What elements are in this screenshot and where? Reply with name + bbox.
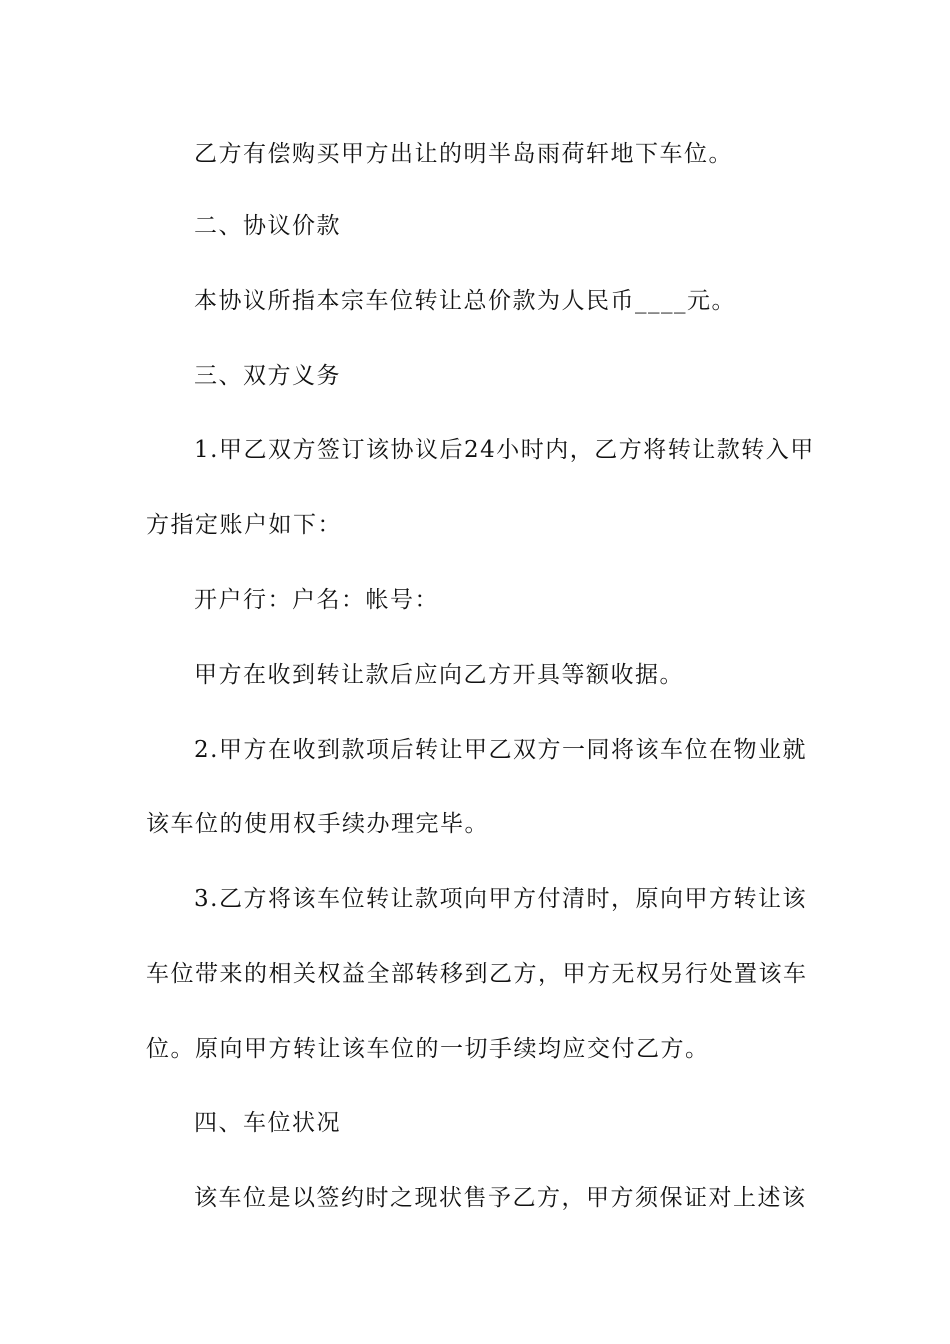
- heading-price: 二、协议价款: [194, 213, 341, 239]
- heading-obligations: 三、双方义务: [194, 363, 341, 389]
- clause-1-line-1: 1.甲乙双方签订该协议后24小时内，乙方将转让款转入甲: [194, 437, 815, 463]
- clause-2-line-2: 该车位的使用权手续办理完毕。: [146, 811, 489, 837]
- account-info: 开户行：户名：帐号：: [194, 587, 439, 613]
- clause-2-line-1: 2.甲方在收到款项后转让甲乙双方一同将该车位在物业就: [194, 737, 807, 763]
- clause-1-line-2: 方指定账户如下：: [146, 512, 342, 538]
- heading-condition: 四、车位状况: [194, 1110, 341, 1136]
- clause-3-line-3: 位。原向甲方转让该车位的一切手续均应交付乙方。: [146, 1036, 710, 1062]
- condition-line-1: 该车位是以签约时之现状售予乙方，甲方须保证对上述该: [194, 1185, 807, 1211]
- paragraph-total-price: 本协议所指本宗车位转让总价款为人民币____元。: [194, 288, 736, 314]
- paragraph-purchase: 乙方有偿购买甲方出让的明半岛雨荷轩地下车位。: [194, 141, 733, 167]
- clause-3-line-1: 3.乙方将该车位转让款项向甲方付清时，原向甲方转让该: [194, 886, 807, 912]
- receipt-note: 甲方在收到转让款后应向乙方开具等额收据。: [194, 662, 684, 688]
- clause-3-line-2: 车位带来的相关权益全部转移到乙方，甲方无权另行处置该车: [146, 961, 808, 987]
